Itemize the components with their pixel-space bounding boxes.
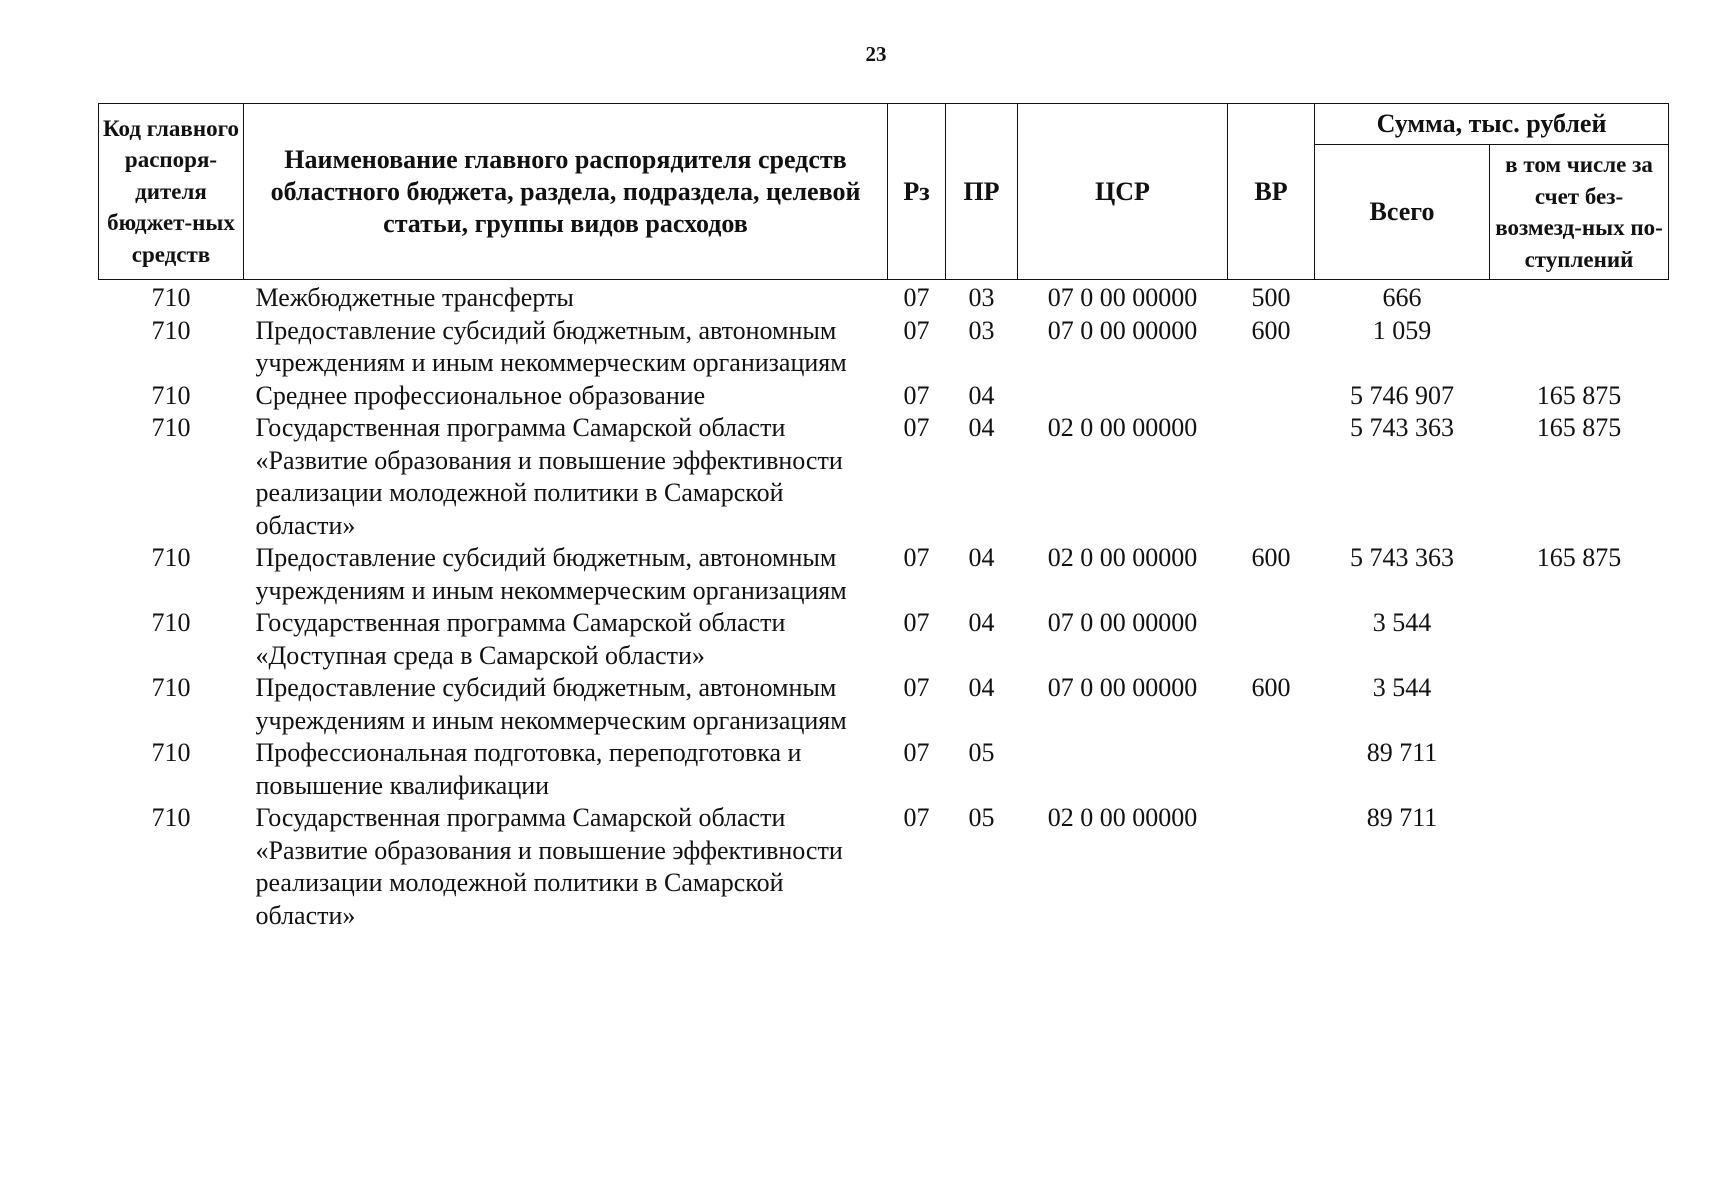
cell-pr: 05: [968, 738, 995, 767]
cell-csr: 02 0 00 00000: [1047, 543, 1198, 572]
cell-code: 710: [151, 413, 191, 442]
table-row: [99, 607, 1669, 672]
cell-pr: 04: [968, 608, 995, 637]
cell-pr: 05: [968, 803, 995, 832]
cell-incl: [1490, 802, 1669, 932]
cell-code: 710: [151, 738, 191, 767]
cell-incl: 165 875: [1536, 543, 1622, 572]
cell-rz: 07: [903, 738, 930, 767]
cell-rz: 07: [903, 315, 930, 345]
header-code: Код главного распоря-дителя бюджет-ных средств: [99, 104, 244, 280]
cell-total: 5 746 907: [1350, 380, 1454, 410]
cell-total: 1 059: [1372, 315, 1432, 345]
cell-total: 5 743 363: [1350, 413, 1454, 442]
cell-incl: [1490, 672, 1669, 737]
cell-vr: [1228, 607, 1315, 672]
table-row: [99, 412, 1669, 542]
cell-pr: 04: [968, 673, 995, 702]
cell-rz: 07: [903, 803, 930, 832]
cell-rz: 07: [903, 673, 930, 702]
cell-total: 89 711: [1366, 803, 1438, 832]
cell-total: 5 743 363: [1350, 543, 1454, 572]
cell-pr: 03: [968, 315, 995, 345]
cell-csr: 07 0 00 00000: [1047, 283, 1198, 312]
header-incl: в том числе за счет без-возмезд-ных по-ступлений: [1490, 145, 1669, 280]
cell-pr: 04: [968, 543, 995, 572]
cell-total: 666: [1382, 283, 1422, 312]
cell-vr: [1228, 802, 1315, 932]
table-row: [99, 737, 1669, 802]
cell-total: 3 544: [1372, 673, 1432, 702]
table-row: [99, 802, 1669, 932]
cell-code: 710: [151, 315, 191, 345]
cell-csr: 02 0 00 00000: [1047, 413, 1198, 442]
cell-pr: 04: [968, 413, 995, 442]
cell-name: Межбюджетные трансферты: [255, 283, 574, 312]
cell-csr: [1018, 737, 1228, 802]
cell-rz: 07: [903, 608, 930, 637]
header-rz: Рз: [888, 104, 946, 280]
cell-name: Государственная программа Самарской области «Развитие образования и повышение эффективности реализации молодежной политики в Самарской области»: [255, 803, 843, 930]
cell-vr: [1228, 737, 1315, 802]
cell-code: 710: [151, 803, 191, 832]
cell-incl: [1490, 607, 1669, 672]
cell-vr: [1228, 380, 1315, 413]
cell-code: 710: [151, 380, 191, 410]
budget-table: [98, 103, 1669, 932]
cell-pr: 04: [968, 380, 995, 410]
cell-incl: [1490, 737, 1669, 802]
table-row: [99, 315, 1669, 380]
header-pr: ПР: [946, 104, 1018, 280]
header-total: Всего: [1315, 145, 1490, 280]
table-header: [99, 104, 1669, 280]
cell-total: 3 544: [1372, 608, 1432, 637]
cell-csr: 07 0 00 00000: [1047, 315, 1198, 345]
header-sum-group: Сумма, тыс. рублей: [1315, 104, 1669, 145]
cell-incl: 165 875: [1536, 413, 1622, 442]
cell-vr: 600: [1251, 315, 1291, 345]
cell-csr: [1018, 380, 1228, 413]
table-row: [99, 280, 1669, 315]
cell-name: Предоставление субсидий бюджетным, автономным учреждениям и иным некоммерческим организациям: [255, 315, 847, 377]
cell-csr: 02 0 00 00000: [1047, 803, 1198, 832]
cell-csr: 07 0 00 00000: [1047, 673, 1198, 702]
cell-name: Государственная программа Самарской области «Доступная среда в Самарской области»: [255, 608, 786, 670]
header-name: Наименование главного распорядителя средств областного бюджета, раздела, подраздела, целевой статьи, группы видов расходов: [244, 104, 888, 280]
cell-name: Предоставление субсидий бюджетным, автономным учреждениям и иным некоммерческим организациям: [255, 673, 847, 735]
cell-rz: 07: [903, 283, 930, 312]
cell-csr: 07 0 00 00000: [1047, 608, 1198, 637]
cell-pr: 03: [968, 283, 995, 312]
cell-total: 89 711: [1366, 738, 1438, 767]
cell-incl: [1490, 280, 1669, 315]
table-row: [99, 672, 1669, 737]
cell-rz: 07: [903, 380, 930, 410]
cell-vr: 600: [1251, 543, 1291, 572]
cell-code: 710: [151, 283, 191, 312]
cell-code: 710: [151, 543, 191, 572]
table-row: [99, 542, 1669, 607]
cell-name: Среднее профессиональное образование: [255, 380, 706, 410]
cell-name: Государственная программа Самарской области «Развитие образования и повышение эффективности реализации молодежной политики в Самарской области»: [255, 413, 843, 540]
cell-vr: 600: [1251, 673, 1291, 702]
table-row: [99, 380, 1669, 413]
header-vr: ВР: [1228, 104, 1315, 280]
cell-name: Предоставление субсидий бюджетным, автономным учреждениям и иным некоммерческим организациям: [255, 543, 847, 605]
cell-name: Профессиональная подготовка, переподготовка и повышение квалификации: [255, 738, 802, 800]
cell-vr: [1228, 412, 1315, 542]
cell-rz: 07: [903, 413, 930, 442]
cell-vr: 500: [1251, 283, 1291, 312]
page-number: 23: [865, 42, 887, 66]
cell-code: 710: [151, 673, 191, 702]
table-body: [99, 280, 1669, 933]
cell-incl: [1490, 315, 1669, 380]
cell-incl: 165 875: [1536, 380, 1622, 410]
header-csr: ЦСР: [1018, 104, 1228, 280]
cell-code: 710: [151, 608, 191, 637]
cell-rz: 07: [903, 543, 930, 572]
